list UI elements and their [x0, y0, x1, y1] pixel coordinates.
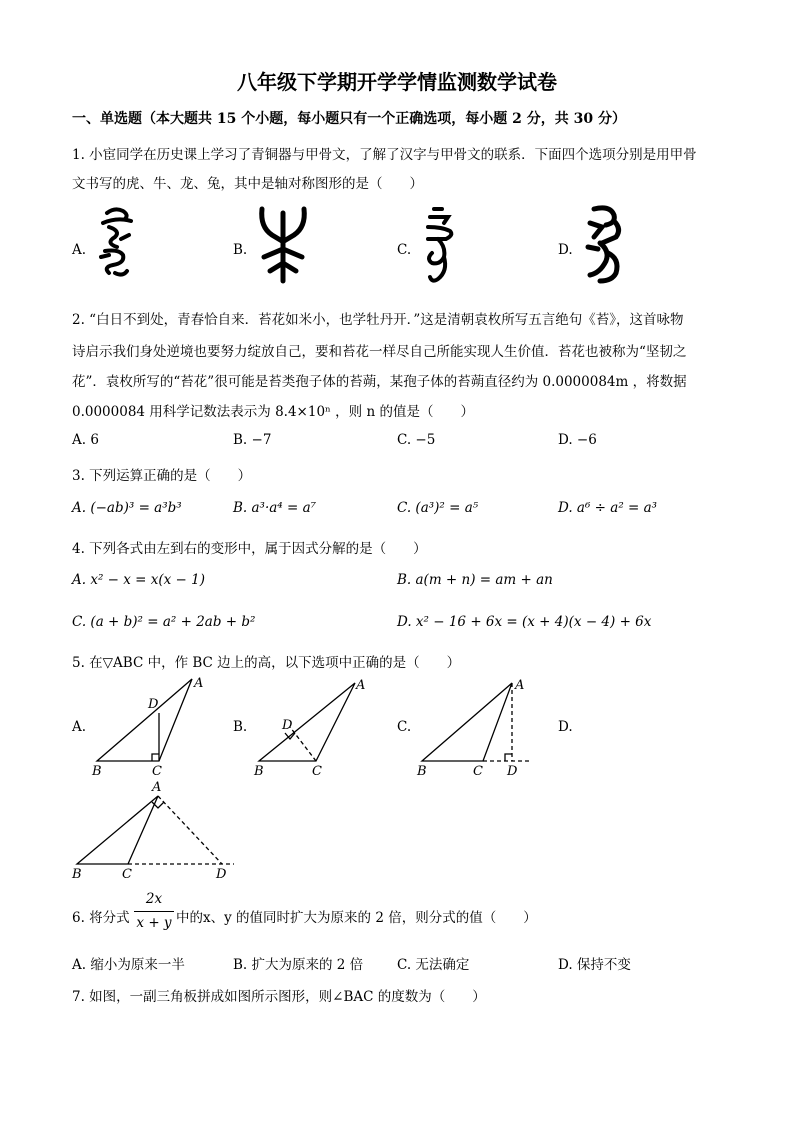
section-heading: 一、单选题（本大题共 15 个小题，每小题只有一个正确选项，每小题 2 分，共 30 分）: [72, 111, 626, 127]
oracle-tiger-image: [95, 205, 140, 280]
q1-option-d: D.: [558, 242, 573, 258]
q5-figure-a: [90, 675, 210, 780]
q5-figure-b: [252, 675, 372, 780]
q1-option-b: B.: [233, 242, 248, 258]
oracle-rabbit-image: [580, 203, 630, 285]
q3-option-d: D. a⁶ ÷ a² = a³: [558, 500, 658, 516]
q2-line3: 花”．袁枚所写的“苔花”很可能是苔类孢子体的苔蒴，某孢子体的苔蒴直径约为 0.0000084m ，将数据: [72, 374, 687, 390]
q6-prefix: 6. 将分式: [72, 910, 130, 926]
q6-option-a: A. 缩小为原来一半: [72, 957, 185, 973]
q6-fraction-bar: [134, 911, 174, 912]
q3-option-b: B. a³·a⁴ = a⁷: [233, 500, 317, 516]
q2-line2: 诗启示我们身处逆境也要努力绽放自己，要和苔花一样尽自己所能实现人生价值．苔花也被称为“坚韧之: [72, 344, 687, 360]
q4-option-b: B. a(m + n) = am + an: [397, 572, 553, 588]
label-c: C: [122, 867, 132, 882]
q4-stem: 4. 下列各式由左到右的变形中，属于因式分解的是（ ）: [72, 541, 427, 557]
label-a: A: [194, 676, 204, 691]
q6-option-c: C. 无法确定: [397, 957, 470, 973]
q2-option-a: A. 6: [72, 432, 99, 448]
q7-stem: 7. 如图，一副三角板拼成如图所示图形，则∠BAC 的度数为（ ）: [72, 989, 486, 1005]
q5-figure-d: [70, 780, 250, 885]
label-a: A: [515, 678, 525, 693]
q2-line4: 0.0000084 用科学记数法表示为 8.4×10ⁿ ，则 n 的值是（ ）: [72, 404, 474, 420]
q3-option-c: C. (a³)² = a⁵: [397, 500, 479, 516]
q6-option-d: D. 保持不变: [558, 957, 631, 973]
q3-stem: 3. 下列运算正确的是（ ）: [72, 468, 252, 484]
q5-option-d: D.: [558, 719, 573, 735]
q2-option-b: B. −7: [233, 432, 272, 448]
q1-option-a: A.: [72, 242, 87, 258]
q5-option-a: A.: [72, 719, 87, 735]
q6-option-b: B. 扩大为原来的 2 倍: [233, 957, 364, 973]
label-a: A: [356, 678, 366, 693]
q3-option-a: A. (−ab)³ = a³b³: [72, 500, 182, 516]
q2-option-d: D. −6: [558, 432, 597, 448]
q5-figure-c: [415, 675, 545, 780]
page-title: 八年级下学期开学学情监测数学试卷: [237, 70, 557, 94]
q1-line1: 1. 小宦同学在历史课上学习了青铜器与甲骨文，了解了汉字与甲骨文的联系．下面四个选项分别是用甲骨: [72, 147, 697, 163]
label-b: B: [254, 764, 264, 779]
q1-line2: 文书写的虎、牛、龙、兔，其中是轴对称图形的是（ ）: [72, 176, 423, 192]
label-a: A: [152, 780, 162, 795]
q4-option-c: C. (a + b)² = a² + 2ab + b²: [72, 614, 256, 630]
oracle-ox-image: [256, 205, 311, 283]
q5-stem: 5. 在▽ABC 中，作 BC 边上的高，以下选项中正确的是（ ）: [72, 655, 461, 671]
label-d: D: [216, 867, 227, 882]
q5-option-c: C.: [397, 719, 412, 735]
q2-line1: 2. “白日不到处，青春恰自来．苔花如米小，也学牡丹开．”这是清朝袁枚所写五言绝句《苔》，这首咏物: [72, 312, 684, 328]
label-b: B: [417, 764, 427, 779]
q5-option-b: B.: [233, 719, 248, 735]
label-b: B: [72, 867, 82, 882]
label-d: D: [148, 697, 159, 712]
q6-suffix: 中的x、y 的值同时扩大为原来的 2 倍，则分式的值（ ）: [176, 910, 537, 926]
label-d: D: [282, 718, 293, 733]
oracle-dragon-image: [420, 205, 460, 285]
label-b: B: [92, 764, 102, 779]
q2-option-c: C. −5: [397, 432, 436, 448]
q4-option-a: A. x² − x = x(x − 1): [72, 572, 206, 588]
label-c: C: [312, 764, 322, 779]
q1-option-c: C.: [397, 242, 412, 258]
q6-denominator: x + y: [136, 915, 172, 931]
label-d: D: [507, 764, 518, 779]
label-c: C: [473, 764, 483, 779]
label-c: C: [152, 764, 162, 779]
q6-numerator: 2x: [145, 891, 163, 907]
q4-option-d: D. x² − 16 + 6x = (x + 4)(x − 4) + 6x: [397, 614, 652, 630]
